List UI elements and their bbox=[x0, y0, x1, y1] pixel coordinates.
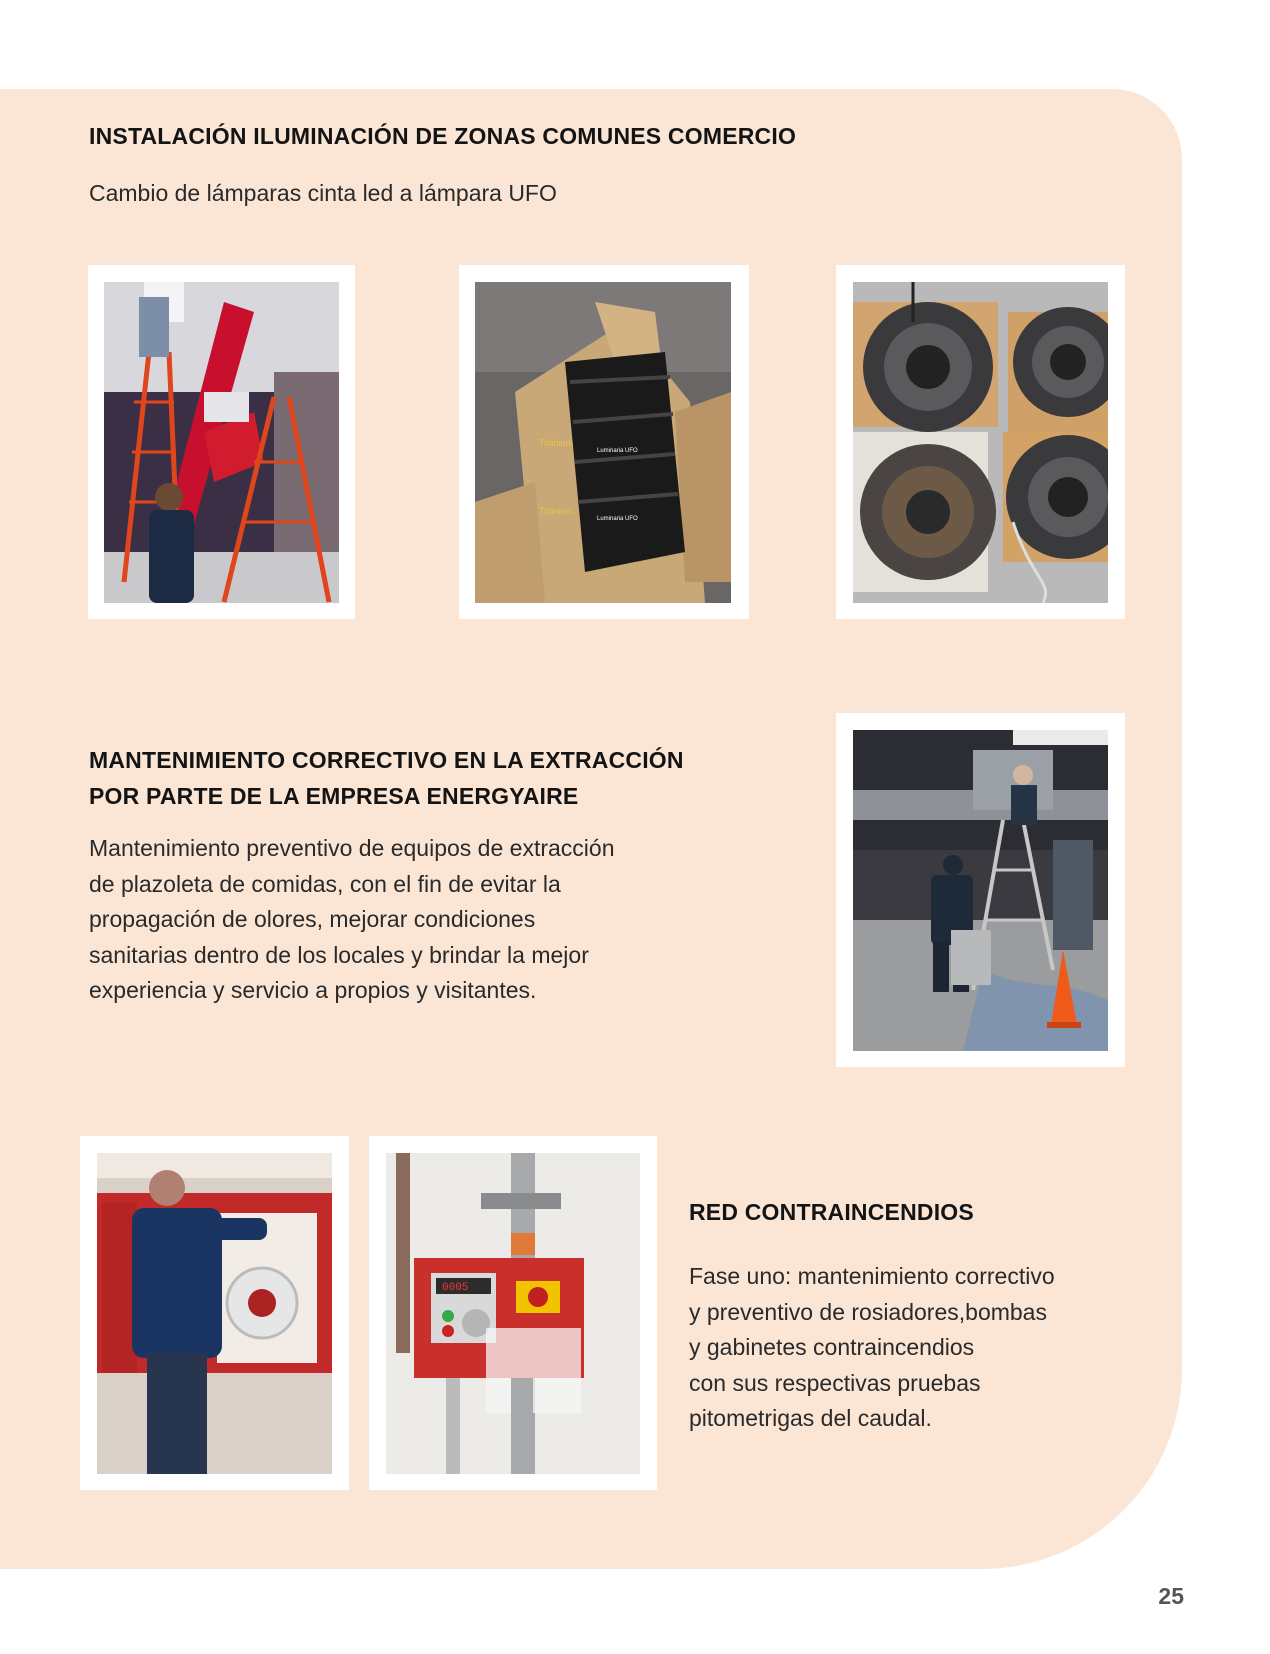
photo-ufo-lamps bbox=[836, 265, 1125, 619]
section-title-extraction-line1: MANTENIMIENTO CORRECTIVO EN LA EXTRACCIÓN bbox=[89, 747, 684, 773]
photo-ladders bbox=[88, 265, 355, 619]
section-body-fire-network bbox=[689, 1259, 1055, 1437]
section-body-lighting: Cambio de lámparas cinta led a lámpara UFO bbox=[89, 180, 557, 206]
box-label-bottom: Luminaria UFO bbox=[597, 516, 638, 522]
box-label-top: Luminaria UFO bbox=[597, 448, 638, 454]
fire-body-line: Fase uno: mantenimiento correctivo bbox=[689, 1263, 1055, 1289]
section-title-extraction-line2: POR PARTE DE LA EMPRESA ENERGYAIRE bbox=[89, 783, 579, 809]
extraction-body-line: sanitarias dentro de los locales y brindar la mejor bbox=[89, 941, 589, 968]
extraction-body-line: de plazoleta de comidas, con el fin de evitar la bbox=[89, 870, 561, 897]
section-title-lighting: INSTALACIÓN ILUMINACIÓN DE ZONAS COMUNES COMERCIO bbox=[89, 123, 797, 149]
photo-fire-pump-panel bbox=[369, 1136, 657, 1490]
box-brand-bottom: Titanium bbox=[539, 506, 574, 516]
fire-body-line: y preventivo de rosiadores,bombas bbox=[689, 1298, 1047, 1325]
section-title-fire-network: RED CONTRAINCENDIOS bbox=[689, 1199, 974, 1225]
box-brand-top: Titanium bbox=[539, 438, 574, 448]
extraction-body-line: Mantenimiento preventivo de equipos de extracción bbox=[89, 835, 615, 861]
fire-body-line: con sus respectivas pruebas bbox=[689, 1369, 981, 1396]
page-number: 25 bbox=[1158, 1583, 1184, 1609]
photo-lamp-boxes bbox=[459, 265, 749, 619]
fire-body-line: pitometrigas del caudal. bbox=[689, 1405, 932, 1431]
photo-fire-cabinet bbox=[80, 1136, 349, 1490]
extraction-body-line: propagación de olores, mejorar condiciones bbox=[89, 906, 536, 932]
panel-display-readout: 0005 bbox=[442, 1282, 469, 1294]
section-body-extraction bbox=[89, 831, 615, 1009]
photo-extraction-maintenance bbox=[836, 713, 1125, 1067]
extraction-body-line: experiencia y servicio a propios y visitantes. bbox=[89, 977, 537, 1003]
fire-body-line: y gabinetes contraincendios bbox=[689, 1334, 975, 1360]
section-title-extraction bbox=[89, 742, 684, 814]
